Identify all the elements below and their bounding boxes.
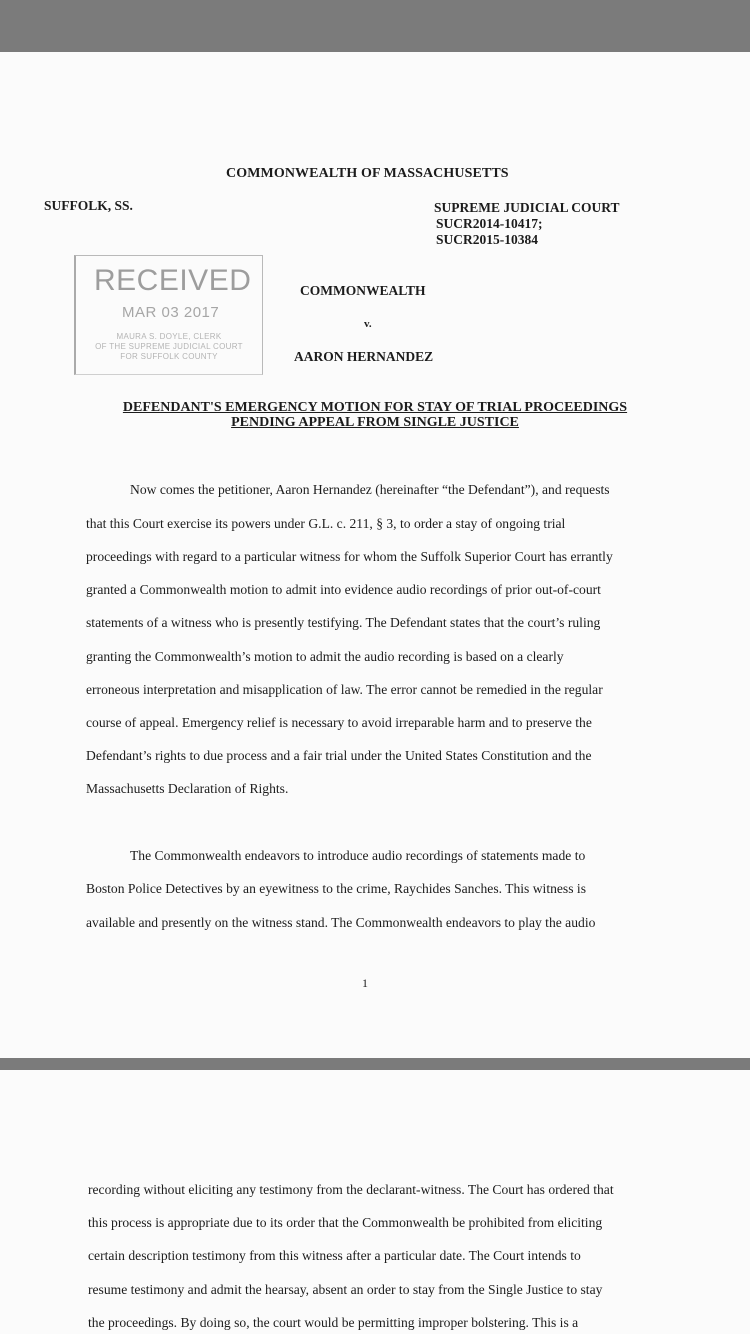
paragraph-1-line: erroneous interpretation and misapplication of law. The error cannot be remedied in the regular — [86, 682, 603, 697]
stamp-received-word: RECEIVED — [94, 264, 252, 297]
paragraph-1-line: granted a Commonwealth motion to admit into evidence audio recordings of prior out-of-court — [86, 582, 601, 597]
county-label: SUFFOLK, SS. — [44, 198, 133, 213]
paragraph-1-line: that this Court exercise its powers under G.L. c. 211, § 3, to order a stay of ongoing trial — [86, 516, 566, 531]
motion-title-line-2: PENDING APPEAL FROM SINGLE JUSTICE — [231, 415, 519, 430]
paragraph-1-line: course of appeal. Emergency relief is necessary to avoid irreparable harm and to preserve the — [86, 715, 592, 730]
page-2-line: the proceedings. By doing so, the court would be permitting improper bolstering. This is a — [88, 1315, 579, 1330]
stamp-court-line: OF THE SUPREME JUDICIAL COURT — [95, 342, 243, 351]
stamp-clerk-line: MAURA S. DOYLE, CLERK — [116, 332, 222, 341]
paragraph-1-line: Now comes the petitioner, Aaron Hernandez (hereinafter “the Defendant”), and requests — [130, 482, 610, 497]
paragraph-1-line: Massachusetts Declaration of Rights. — [86, 781, 289, 796]
motion-title-line-1: DEFENDANT'S EMERGENCY MOTION FOR STAY OF TRIAL PROCEEDINGS — [122, 400, 628, 415]
page-2-line: recording without eliciting any testimony from the declarant-witness. The Court has ordered that — [88, 1182, 614, 1197]
page-2-line: resume testimony and admit the hearsay, absent an order to stay from the Single Justice to stay — [88, 1282, 603, 1297]
viewer-top-bar — [0, 0, 750, 52]
docket-number-2: SUCR2015-10384 — [436, 232, 539, 247]
paragraph-2-line: available and presently on the witness stand. The Commonwealth endeavors to play the audio — [86, 915, 596, 930]
document-heading: COMMONWEALTH OF MASSACHUSETTS — [226, 166, 509, 181]
paragraph-1-line: Defendant’s rights to due process and a fair trial under the United States Constitution and the — [86, 748, 592, 763]
document-page-2 — [0, 1070, 750, 1334]
stamp-county-line: FOR SUFFOLK COUNTY — [120, 352, 218, 361]
document-page-1 — [0, 52, 750, 1058]
paragraph-1-line: proceedings with regard to a particular witness for whom the Suffolk Superior Court has errantly — [86, 549, 613, 564]
paragraph-1-line: granting the Commonwealth’s motion to admit the audio recording is based on a clearly — [86, 649, 564, 664]
page-2-line: certain description testimony from this witness after a particular date. The Court intends to — [88, 1248, 581, 1263]
paragraph-1-line: statements of a witness who is presently testifying. The Defendant states that the court’s ruling — [86, 615, 601, 630]
docket-number-1: SUCR2014-10417; — [436, 216, 543, 231]
paragraph-2-line: Boston Police Detectives by an eyewitness to the crime, Raychides Sanches. This witness is — [86, 881, 586, 896]
stamp-date: MAR 03 2017 — [122, 304, 220, 321]
court-name: SUPREME JUDICIAL COURT — [434, 200, 620, 215]
paragraph-2-line: The Commonwealth endeavors to introduce audio recordings of statements made to — [130, 848, 586, 863]
party-defendant: AARON HERNANDEZ — [294, 349, 434, 364]
page-number: 1 — [362, 976, 368, 990]
received-stamp — [74, 255, 263, 375]
party-commonwealth: COMMONWEALTH — [300, 283, 426, 298]
versus-label: v. — [364, 318, 372, 330]
page-2-line: this process is appropriate due to its order that the Commonwealth be prohibited from eliciting — [88, 1215, 603, 1230]
